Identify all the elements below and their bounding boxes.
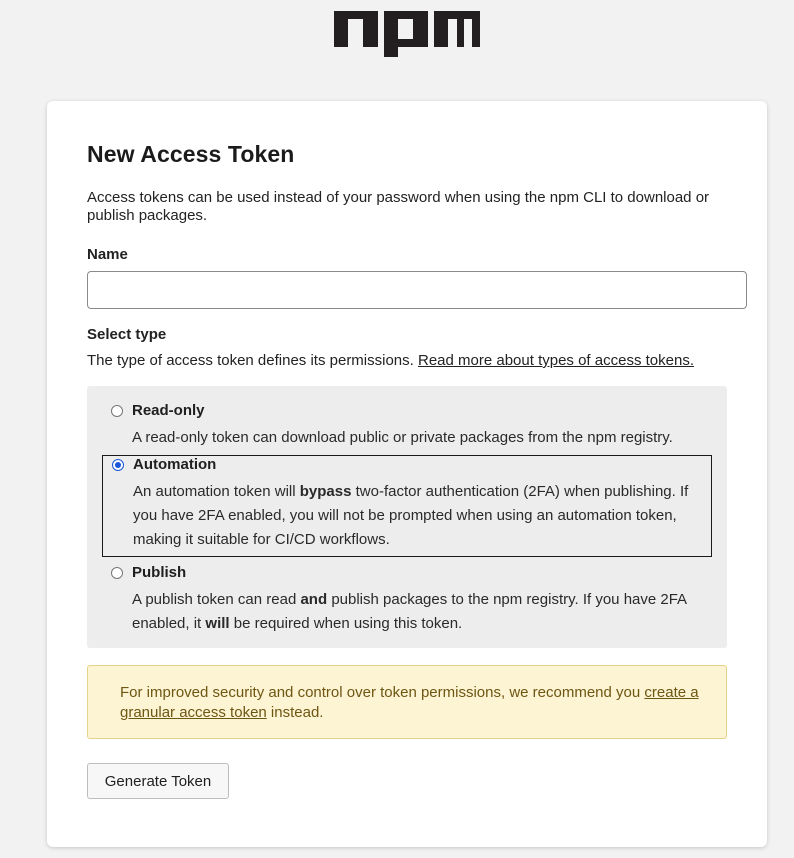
token-type-options (87, 386, 727, 648)
radio-read-only[interactable] (111, 405, 123, 417)
notice-text-after: instead. (270, 704, 324, 721)
option-bold-and: and (300, 591, 328, 608)
option-automation[interactable] (102, 455, 712, 557)
option-text-b: publish packages to the npm registry. If you have 2FA enabled, it (132, 591, 687, 632)
token-form-card (47, 101, 767, 847)
option-text-before: An automation token will (133, 483, 296, 500)
radio-publish[interactable] (111, 567, 123, 579)
option-title: Automation (133, 456, 217, 473)
name-label: Name (87, 246, 128, 263)
option-bold-bypass: bypass (299, 483, 352, 500)
granular-token-link[interactable]: create a granular access token (120, 684, 699, 721)
type-description (87, 352, 694, 369)
option-description (132, 588, 707, 636)
option-publish[interactable] (102, 564, 712, 636)
select-type-label: Select type (87, 326, 167, 343)
granular-token-notice (87, 665, 727, 739)
token-types-link[interactable]: Read more about types of access tokens. (418, 352, 694, 369)
token-name-input[interactable] (87, 271, 747, 309)
page-title: New Access Token (87, 141, 295, 167)
radio-automation[interactable] (112, 459, 124, 471)
notice-text-before: For improved security and control over token permissions, we recommend you (120, 684, 641, 701)
generate-token-button[interactable]: Generate Token (87, 763, 229, 799)
option-text-after: two-factor authentication (2FA) when publishing. If you have 2FA enabled, you will not be prompted when using an automation token, making it suitable for CI/CD workflows. (133, 483, 689, 548)
option-text-a: A publish token can read (132, 591, 297, 608)
option-text-c: be required when using this token. (233, 615, 463, 632)
type-description-text: The type of access token defines its permissions. (87, 352, 414, 369)
page-description: Access tokens can be used instead of your password when using the npm CLI to download or publish packages. (87, 189, 710, 224)
option-bold-will: will (205, 615, 230, 632)
option-description: A read-only token can download public or private packages from the npm registry. (132, 429, 673, 446)
option-title: Read-only (132, 402, 205, 419)
option-description (133, 480, 708, 552)
npm-logo (334, 11, 480, 57)
notice-text (120, 683, 705, 723)
option-title: Publish (132, 564, 187, 581)
option-read-only[interactable] (102, 402, 712, 450)
